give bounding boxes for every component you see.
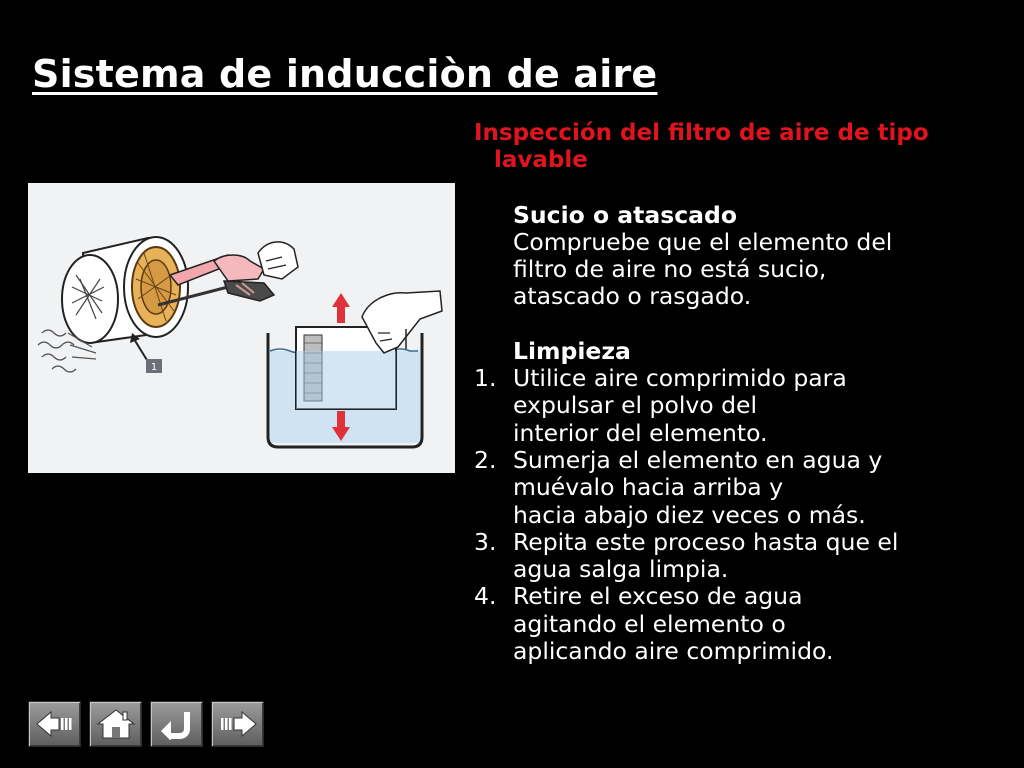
home-icon xyxy=(96,708,136,740)
return-button[interactable] xyxy=(150,701,203,747)
dirty-heading: Sucio o atascado xyxy=(513,200,737,229)
navigation-bar xyxy=(28,701,264,747)
arrow-right-icon xyxy=(218,709,258,739)
air-filter-cleaning-drawing xyxy=(28,183,455,473)
home-button[interactable] xyxy=(89,701,142,747)
filter-cylinder xyxy=(62,237,188,343)
arrow-left-icon xyxy=(35,709,75,739)
page-title: Sistema de inducciòn de aire xyxy=(32,52,658,96)
forward-button[interactable] xyxy=(211,701,264,747)
cleaning-step: 3. Repita este proceso hasta que el agua salga limpia. xyxy=(474,527,899,584)
dirty-description: Compruebe que el elemento del filtro de aire no está sucio, atascado o rasgado. xyxy=(513,227,893,311)
instructions-panel xyxy=(474,120,994,665)
air-filter-illustration xyxy=(28,183,455,473)
section-heading: Inspección del filtro de aire de tipo lavable xyxy=(474,120,929,174)
svg-text:1: 1 xyxy=(150,362,158,373)
cleaning-steps xyxy=(474,365,994,665)
cleaning-step: 1. Utilice aire comprimido para expulsar el polvo del interior del elemento. xyxy=(474,364,847,447)
callout-marker xyxy=(130,333,162,373)
return-icon xyxy=(157,708,197,740)
cleaning-step: 4. Retire el exceso de agua agitando el elemento o aplicando aire comprimido. xyxy=(474,582,834,666)
cleaning-heading: Limpieza xyxy=(513,336,631,365)
back-button[interactable] xyxy=(28,701,81,747)
cleaning-step: 2. Sumerja el elemento en agua y muévalo hacia arriba y hacia abajo diez veces o más. xyxy=(474,445,883,529)
